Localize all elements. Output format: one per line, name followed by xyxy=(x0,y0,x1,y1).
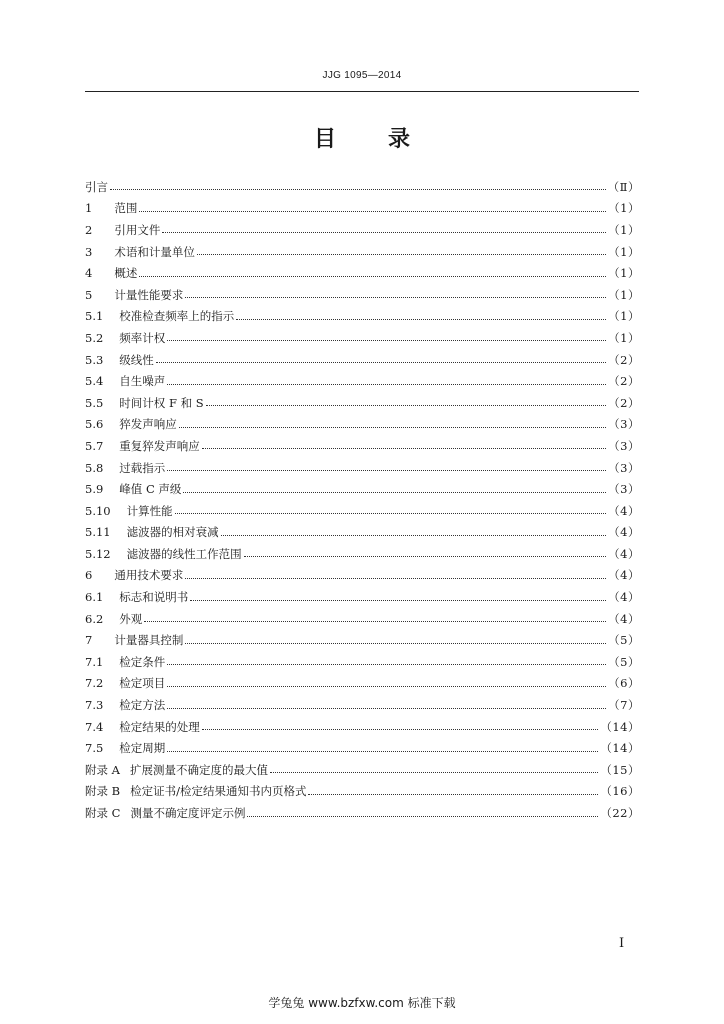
toc-entry-page: （22） xyxy=(600,806,640,821)
toc-entry-page: （4） xyxy=(608,568,640,583)
toc-entry-page: （1） xyxy=(608,201,640,216)
toc-entry-number: 5.12 xyxy=(85,546,111,561)
toc-entry-number: 7.3 xyxy=(85,698,104,713)
toc-entry-number: 6.2 xyxy=(85,611,104,626)
toc-entry-page: （6） xyxy=(608,676,640,691)
toc-entry-label: 过载指示 xyxy=(119,460,166,475)
toc-leader-dots xyxy=(308,794,598,795)
toc-entry[interactable] xyxy=(85,586,640,608)
toc-entry-page: （5） xyxy=(608,633,640,648)
toc-entry-label: 检定方法 xyxy=(119,698,166,713)
toc-leader-dots xyxy=(206,405,607,406)
toc-leader-dots xyxy=(167,340,606,341)
toc-entry-page: （3） xyxy=(608,482,640,497)
toc-entry-page: （3） xyxy=(608,438,640,453)
toc-leader-dots xyxy=(167,751,598,752)
toc-leader-dots xyxy=(139,211,606,212)
toc-leader-dots xyxy=(175,513,607,514)
toc-entry-label: 检定项目 xyxy=(119,676,166,691)
toc-entry-number: 7.5 xyxy=(85,741,104,756)
toc-entry-label: 重复猝发声响应 xyxy=(119,438,200,453)
toc-entry[interactable] xyxy=(85,694,640,716)
toc-leader-dots xyxy=(221,535,607,536)
header-rule xyxy=(85,91,639,92)
toc-leader-dots xyxy=(167,384,606,385)
toc-entry-number: 2 xyxy=(85,222,93,237)
toc-entry[interactable] xyxy=(85,565,640,587)
title-char-2: 录 xyxy=(388,127,411,152)
toc-entry-label: 测量不确定度评定示例 xyxy=(130,806,246,821)
toc-leader-dots xyxy=(167,470,606,471)
toc-entry[interactable] xyxy=(85,673,640,695)
toc-entry-number: 5.9 xyxy=(85,482,104,497)
toc-leader-dots xyxy=(167,708,606,709)
toc-entry-label: 术语和计量单位 xyxy=(114,244,195,259)
toc-entry-number: 5.4 xyxy=(85,374,104,389)
page-title xyxy=(85,122,639,153)
toc-leader-dots xyxy=(167,664,606,665)
toc-leader-dots xyxy=(270,772,598,773)
toc-entry-number: 5.7 xyxy=(85,438,104,453)
toc-entry-number: 5 xyxy=(85,287,93,302)
toc-entry-number: 6.1 xyxy=(85,590,104,605)
toc-entry-page: （14） xyxy=(600,741,640,756)
page-number: I xyxy=(619,936,625,951)
toc-entry-label: 通用技术要求 xyxy=(114,568,184,583)
toc-entry-label: 级线性 xyxy=(119,352,154,367)
toc-leader-dots xyxy=(244,556,607,557)
toc-entry[interactable] xyxy=(85,414,640,436)
toc-entry-number: 5.3 xyxy=(85,352,104,367)
toc-entry-page: （15） xyxy=(600,762,640,777)
toc-leader-dots xyxy=(183,492,606,493)
toc-entry-label: 计量器具控制 xyxy=(114,633,184,648)
toc-entry-page: （1） xyxy=(608,309,640,324)
toc-entry-label: 滤波器的相对衰减 xyxy=(126,525,219,540)
running-header: JJG 1095—2014 xyxy=(322,70,402,81)
toc-entry[interactable] xyxy=(85,262,640,284)
toc-entry-label: 计算性能 xyxy=(126,503,173,518)
toc-entry-label: 校准检查频率上的指示 xyxy=(119,309,235,324)
toc-entry-number: 7.4 xyxy=(85,719,104,734)
toc-leader-dots xyxy=(197,254,606,255)
toc-entry-page: （4） xyxy=(608,590,640,605)
toc-entry-page: （3） xyxy=(608,417,640,432)
toc-entry-label: 峰值 C 声级 xyxy=(119,482,182,497)
toc-entry-page: （4） xyxy=(608,546,640,561)
toc-entry-label: 引言 xyxy=(85,179,108,194)
toc-leader-dots xyxy=(185,643,606,644)
toc-entry-label: 外观 xyxy=(119,611,143,626)
toc-entry[interactable] xyxy=(85,370,640,392)
toc-entry-page: （1） xyxy=(608,330,640,345)
toc-entry-label: 检定条件 xyxy=(119,654,166,669)
toc-leader-dots xyxy=(247,816,598,817)
toc-entry[interactable] xyxy=(85,327,640,349)
toc-entry[interactable] xyxy=(85,802,640,824)
toc-entry-page: （5） xyxy=(608,654,640,669)
toc-entry-number: 5.5 xyxy=(85,395,104,410)
toc-entry-page: （1） xyxy=(608,222,640,237)
toc-entry-label: 引用文件 xyxy=(114,222,161,237)
toc-entry[interactable] xyxy=(85,457,640,479)
toc-entry-number: 7 xyxy=(85,633,93,648)
toc-leader-dots xyxy=(162,232,606,233)
toc-entry[interactable] xyxy=(85,435,640,457)
toc-entry[interactable] xyxy=(85,500,640,522)
toc-leader-dots xyxy=(185,297,606,298)
toc-entry-label: 自生噪声 xyxy=(119,374,166,389)
toc-entry-page: （1） xyxy=(608,244,640,259)
toc-entry-label: 检定周期 xyxy=(119,741,166,756)
toc-entry[interactable] xyxy=(85,176,640,198)
toc-entry-number: 1 xyxy=(85,201,93,216)
toc-entry-page: （4） xyxy=(608,503,640,518)
toc-entry-page: （16） xyxy=(600,784,640,799)
toc-entry-number: 5.8 xyxy=(85,460,104,475)
toc-leader-dots xyxy=(202,729,599,730)
toc-entry-label: 检定证书/检定结果通知书内页格式 xyxy=(130,784,307,799)
toc-entry-number: 5.11 xyxy=(85,525,111,540)
toc-entry[interactable] xyxy=(85,198,640,220)
toc-entry-label: 时间计权 F 和 S xyxy=(119,395,204,410)
toc-entry-number: 7.1 xyxy=(85,654,104,669)
toc-entry-page: （Ⅱ） xyxy=(607,179,640,194)
toc-leader-dots xyxy=(110,189,606,190)
toc-entry-label: 计量性能要求 xyxy=(114,287,184,302)
toc-leader-dots xyxy=(236,319,606,320)
toc-leader-dots xyxy=(156,362,606,363)
toc-entry[interactable] xyxy=(85,608,640,630)
toc-entry-number: 附录 A xyxy=(85,762,120,777)
toc-leader-dots xyxy=(144,621,606,622)
toc-entry-number: 5.10 xyxy=(85,503,111,518)
toc-entry-number: 附录 C xyxy=(85,806,121,821)
toc-entry-page: （1） xyxy=(608,266,640,281)
toc-entry-number: 5.1 xyxy=(85,309,104,324)
toc-leader-dots xyxy=(167,686,606,687)
toc-entry[interactable] xyxy=(85,759,640,781)
toc-entry[interactable] xyxy=(85,629,640,651)
toc-entry[interactable] xyxy=(85,737,640,759)
toc-leader-dots xyxy=(179,427,606,428)
toc-entry-page: （2） xyxy=(608,395,640,410)
toc-entry[interactable] xyxy=(85,241,640,263)
toc-leader-dots xyxy=(139,276,606,277)
toc-entry-number: 6 xyxy=(85,568,93,583)
toc-entry-page: （2） xyxy=(608,352,640,367)
toc-entry-number: 5.2 xyxy=(85,330,104,345)
toc-entry-page: （1） xyxy=(608,287,640,302)
toc-entry-label: 概述 xyxy=(114,266,138,281)
toc-entry-page: （2） xyxy=(608,374,640,389)
toc-leader-dots xyxy=(202,448,606,449)
toc-entry-number: 附录 B xyxy=(85,784,121,799)
toc-entry-label: 标志和说明书 xyxy=(119,590,189,605)
table-of-contents xyxy=(85,176,640,824)
toc-entry-page: （14） xyxy=(600,719,640,734)
toc-entry[interactable] xyxy=(85,306,640,328)
toc-entry-number: 5.6 xyxy=(85,417,104,432)
toc-leader-dots xyxy=(190,600,606,601)
toc-entry-label: 频率计权 xyxy=(119,330,166,345)
toc-entry-number: 7.2 xyxy=(85,676,104,691)
toc-entry[interactable] xyxy=(85,392,640,414)
toc-entry[interactable] xyxy=(85,219,640,241)
footer-watermark: 学兔兔 www.bzfxw.com 标准下载 xyxy=(268,996,456,1010)
toc-entry[interactable] xyxy=(85,522,640,544)
toc-entry-page: （4） xyxy=(608,525,640,540)
toc-leader-dots xyxy=(185,578,606,579)
toc-entry-label: 扩展测量不确定度的最大值 xyxy=(129,762,268,777)
toc-entry[interactable] xyxy=(85,349,640,371)
toc-entry[interactable] xyxy=(85,781,640,803)
toc-entry-number: 3 xyxy=(85,244,93,259)
toc-entry[interactable] xyxy=(85,543,640,565)
toc-entry-page: （4） xyxy=(608,611,640,626)
toc-entry[interactable] xyxy=(85,651,640,673)
toc-entry-label: 猝发声响应 xyxy=(119,417,177,432)
title-char-1: 目 xyxy=(313,127,336,152)
toc-entry-page: （7） xyxy=(608,698,640,713)
toc-entry[interactable] xyxy=(85,716,640,738)
toc-entry-number: 4 xyxy=(85,266,93,281)
toc-entry[interactable] xyxy=(85,284,640,306)
toc-entry-label: 检定结果的处理 xyxy=(119,719,200,734)
toc-entry[interactable] xyxy=(85,478,640,500)
toc-entry-page: （3） xyxy=(608,460,640,475)
toc-entry-label: 滤波器的线性工作范围 xyxy=(126,546,242,561)
toc-entry-label: 范围 xyxy=(114,201,138,216)
